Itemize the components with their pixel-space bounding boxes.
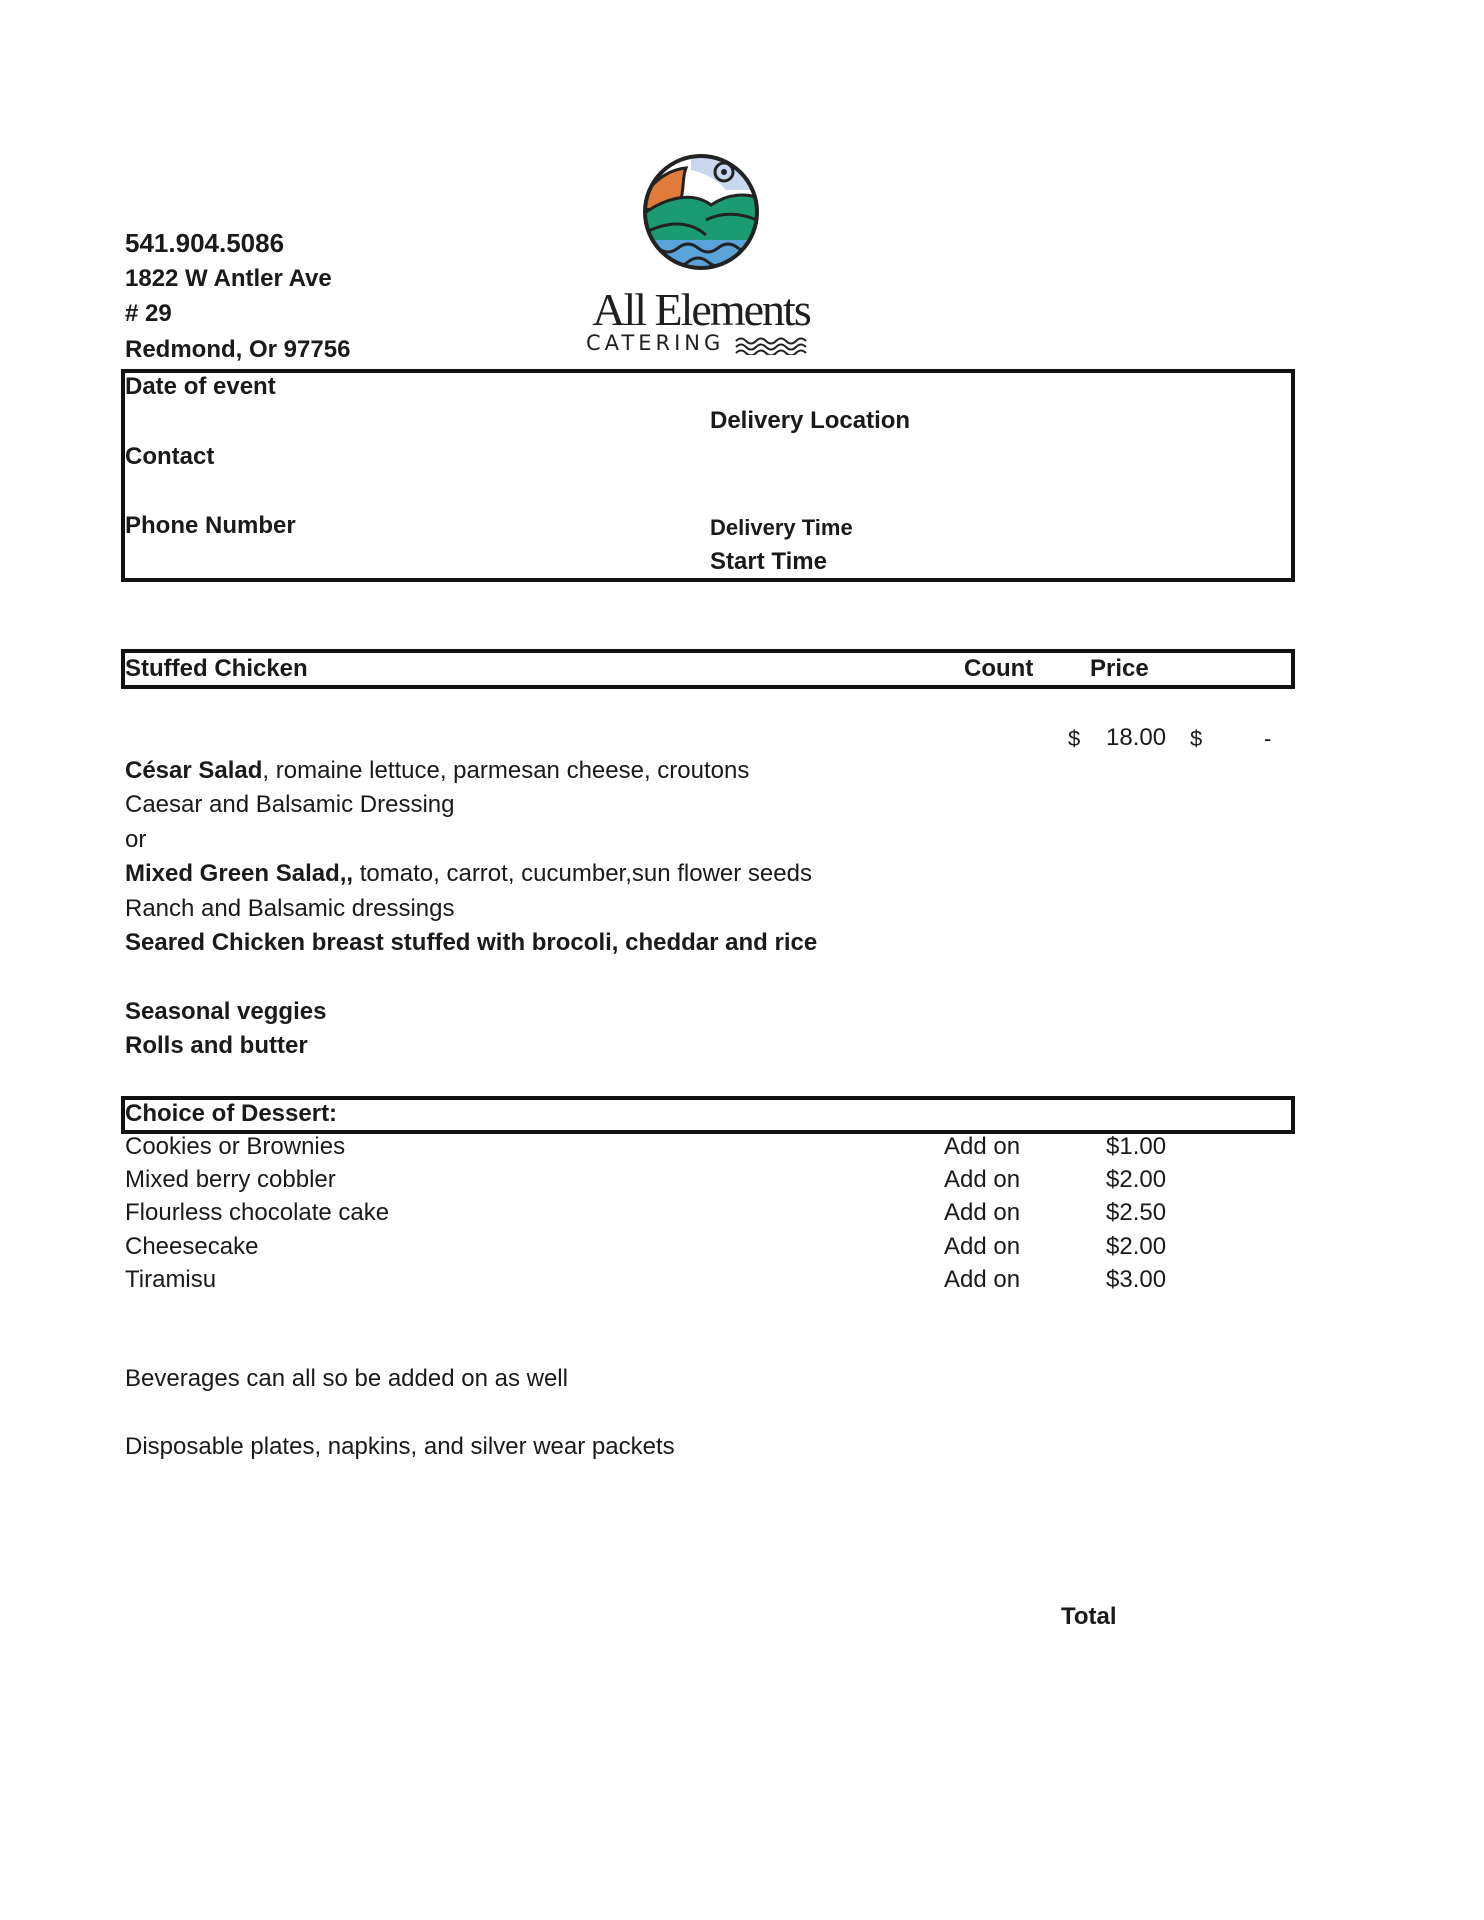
logo-emblem-icon (576, 150, 826, 280)
salad-2-dressing: Ranch and Balsamic dressings (125, 895, 455, 922)
dessert-price: $2.00 (1106, 1233, 1167, 1260)
salad-option-1 (125, 757, 749, 785)
dessert-name: Flourless chocolate cake (125, 1199, 390, 1226)
phone-number-label: Phone Number (125, 512, 296, 539)
delivery-time-label: Delivery Time (710, 515, 853, 540)
salad-2-description: tomato, carrot, cucumber,sun flower seeds (353, 860, 812, 887)
dessert-name: Cookies or Brownies (125, 1133, 346, 1160)
dessert-name: Mixed berry cobbler (125, 1166, 336, 1193)
salad-2-name: Mixed Green Salad,, (125, 860, 354, 887)
dessert-name: Tiramisu (125, 1266, 217, 1293)
salad-1-dressing: Caesar and Balsamic Dressing (125, 791, 455, 818)
dessert-price: $3.00 (1106, 1266, 1167, 1293)
logo-brand-sub: CATERING (586, 331, 725, 355)
menu-title: Stuffed Chicken (125, 655, 308, 682)
side-item-rolls: Rolls and butter (125, 1032, 308, 1059)
salad-1-description: , romaine lettuce, parmesan cheese, croutons (262, 757, 750, 784)
salad-1-name: César Salad (125, 757, 263, 784)
logo-waves-icon (734, 335, 814, 355)
dessert-addon: Add on (944, 1266, 1021, 1293)
dessert-addon: Add on (944, 1233, 1021, 1260)
address-line-3: Redmond, Or 97756 (125, 336, 351, 363)
start-time-label: Start Time (710, 548, 827, 575)
price-currency: $ (1068, 726, 1081, 751)
price-header: Price (1090, 655, 1149, 682)
or-text: or (125, 826, 147, 853)
entree-item: Seared Chicken breast stuffed with brocoli, cheddar and rice (125, 929, 818, 956)
side-item-veggies: Seasonal veggies (125, 998, 327, 1025)
logo-brand-name: All Elements (592, 284, 810, 335)
dessert-name: Cheesecake (125, 1233, 259, 1260)
total-label: Total (1061, 1603, 1117, 1630)
dessert-addon: Add on (944, 1133, 1021, 1160)
beverages-note: Beverages can all so be added on as well (125, 1365, 568, 1392)
dessert-price: $1.00 (1106, 1133, 1167, 1160)
disposables-note: Disposable plates, napkins, and silver wear packets (125, 1433, 675, 1460)
count-header: Count (964, 655, 1034, 682)
address-line-2: # 29 (125, 300, 172, 327)
contact-label: Contact (125, 443, 215, 470)
dessert-addon: Add on (944, 1166, 1021, 1193)
salad-option-2 (125, 860, 812, 888)
dessert-price: $2.00 (1106, 1166, 1167, 1193)
company-logo (576, 150, 826, 360)
dessert-addon: Add on (944, 1199, 1021, 1226)
delivery-location-label: Delivery Location (710, 407, 911, 434)
unit-price: 18.00 (1106, 724, 1167, 751)
event-info-box (121, 369, 1295, 582)
total-currency: $ (1190, 726, 1203, 751)
line-total: - (1264, 726, 1272, 751)
phone-number: 541.904.5086 (125, 228, 285, 258)
dessert-price: $2.50 (1106, 1199, 1167, 1226)
address-line-1: 1822 W Antler Ave (125, 265, 332, 292)
dessert-title: Choice of Dessert: (125, 1100, 338, 1127)
date-of-event-label: Date of event (125, 373, 276, 400)
